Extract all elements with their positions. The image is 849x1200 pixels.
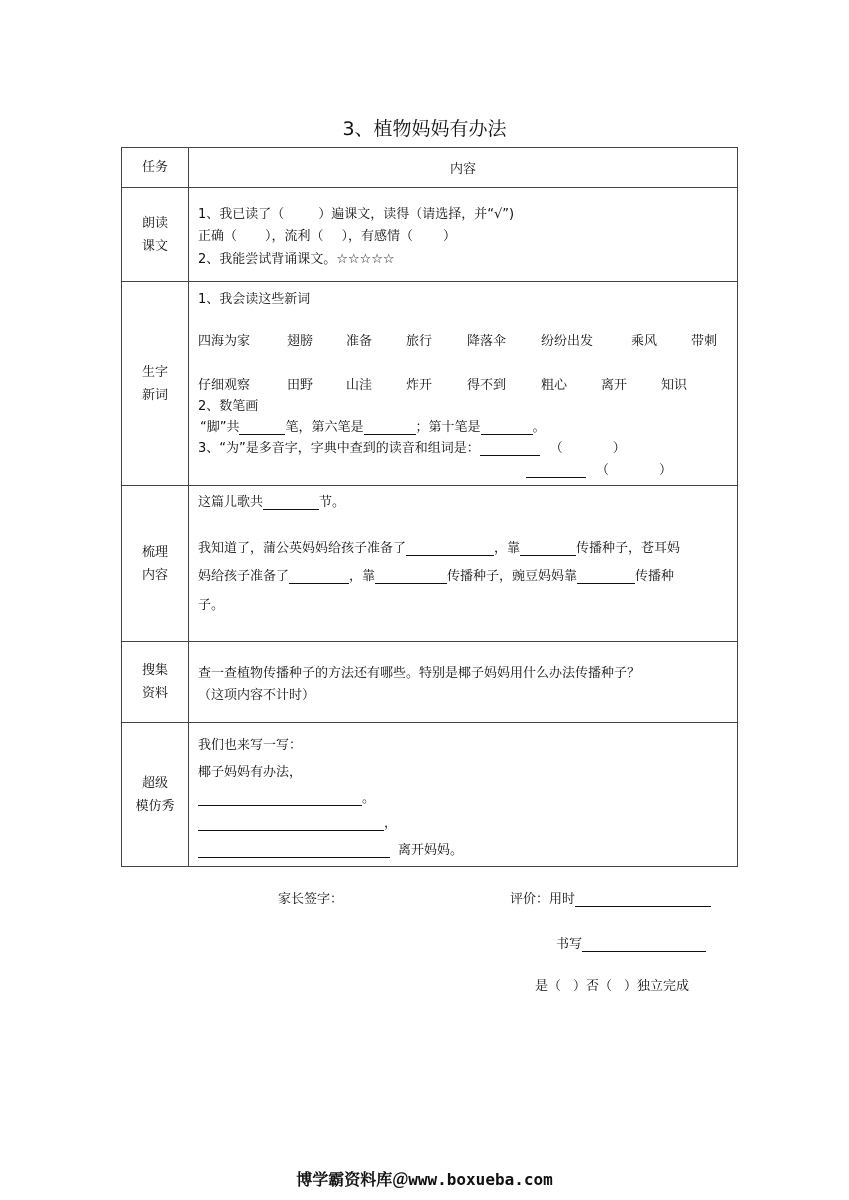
summary-line2: [198, 537, 680, 556]
stroke-count-blank[interactable]: [239, 420, 285, 435]
summary-line2-a: 我知道了，蒲公英妈妈给孩子准备了: [198, 541, 407, 556]
reading-line2: [198, 225, 456, 244]
reading-line2-c: ），有感情（: [341, 229, 414, 244]
vocab-word: 带刺: [691, 334, 718, 349]
imitate-end2: ，: [384, 816, 398, 831]
table-header-row: [122, 148, 738, 188]
summary-line1: [198, 491, 345, 510]
header-task: 任务: [122, 148, 189, 188]
reading-line3: 2、我能尝试背诵课文。☆☆☆☆☆: [198, 252, 395, 267]
research-line1: 查一查植物传播种子的方法还有哪些。特别是椰子妈妈用什么办法传播种子？: [198, 666, 641, 681]
vocab-word: 旅行: [406, 334, 433, 349]
paren-close: ）: [659, 463, 673, 478]
sixth-stroke-blank[interactable]: [364, 420, 416, 435]
watermark: 博学霸资料库＠www.boxueba.com: [296, 1170, 553, 1189]
paren-open: （: [596, 463, 610, 478]
write-blank-3[interactable]: [198, 843, 390, 858]
imitate-end1: 。: [362, 791, 376, 806]
write-blank-2[interactable]: [198, 816, 384, 831]
imitate-line5: [198, 839, 463, 858]
vocab-word: 山洼: [346, 378, 373, 393]
task-research-line2: 资料: [141, 686, 168, 701]
row-summary: [122, 486, 738, 642]
task-summary-line1: 梳理: [141, 544, 168, 560]
vocab-word: 纷纷出发: [541, 334, 594, 349]
tenth-stroke-blank[interactable]: [481, 420, 533, 435]
task-imitate-line1: 超级: [141, 775, 168, 791]
independent-completion: [535, 975, 689, 994]
pronunciation-blank-2[interactable]: [526, 463, 586, 478]
stanza-count-blank[interactable]: [263, 495, 319, 510]
strokes-heading: 2、数笔画: [198, 399, 259, 414]
pea-method-blank[interactable]: [577, 569, 635, 584]
row-vocab: [122, 282, 738, 486]
content-vocab: [189, 282, 738, 486]
vocab-word: 田野: [287, 378, 314, 393]
write-blank-1[interactable]: [198, 791, 362, 806]
summary-line3-b: ，靠: [349, 569, 376, 584]
vocab-word: 知识: [661, 378, 688, 393]
content-summary: [189, 486, 738, 642]
summary-line3: [198, 565, 674, 584]
vocab-word: 乘风: [631, 334, 658, 349]
no-label: ）否（: [573, 979, 613, 994]
summary-line2-c: 传播种子，苍耳妈: [576, 541, 681, 556]
page-title: 3、植物妈妈有办法: [342, 118, 507, 140]
task-vocab-line2: 新词: [141, 387, 168, 403]
imitate-line3: [198, 787, 375, 806]
imitate-line2: 椰子妈妈有办法，: [198, 765, 303, 780]
summary-line4: 子。: [198, 598, 225, 613]
summary-line3-c: 传播种子，豌豆妈妈靠: [447, 569, 578, 584]
task-summary: [122, 486, 189, 642]
header-content: 内容: [189, 148, 738, 188]
row-research: [122, 642, 738, 723]
reading-line2-b: ），流利（: [265, 229, 324, 244]
vocab-word: 降落伞: [467, 334, 507, 349]
research-line2: （这项内容不计时）: [198, 688, 316, 703]
writing-label: 书写: [556, 937, 583, 952]
content-reading: [189, 188, 738, 282]
cocklebur-method-blank[interactable]: [375, 569, 447, 584]
vocab-word: 得不到: [467, 378, 507, 393]
strokes-a: “脚”共: [200, 420, 240, 435]
task-imitate: [122, 723, 189, 867]
vocab-word: 粗心: [541, 378, 568, 393]
imitate-end3: 离开妈妈。: [398, 843, 464, 858]
task-vocab: [122, 282, 189, 486]
dandelion-prep-blank[interactable]: [406, 541, 494, 556]
content-research: [189, 642, 738, 723]
task-reading: [122, 188, 189, 282]
strokes-c: ；第十笔是: [415, 420, 481, 435]
summary-line1-b: 节。: [319, 495, 346, 510]
vocab-heading: 1、我会读这些新词: [198, 292, 311, 307]
strokes-d: 。: [532, 420, 546, 435]
task-reading-line2: 课文: [141, 238, 168, 254]
imitate-line1: 我们也来写一写：: [198, 738, 303, 753]
summary-line3-d: 传播种: [635, 569, 675, 584]
yes-label: 是（: [535, 979, 562, 994]
task-research: [122, 642, 189, 723]
paren-open: （: [549, 441, 563, 456]
strokes-line: [200, 416, 546, 435]
reading-line1-a: 1、我已读了（: [198, 207, 285, 222]
vocab-word: 四海为家: [198, 334, 251, 349]
parent-signature-label: 家长签字：: [278, 892, 344, 907]
writing-blank[interactable]: [582, 937, 706, 952]
task-imitate-line2: 模仿秀: [135, 798, 175, 814]
imitate-line4: [198, 812, 397, 831]
pronunciation-blank-1[interactable]: [480, 441, 540, 456]
independent-label: ）独立完成: [624, 979, 690, 994]
vocab-word: 仔细观察: [198, 378, 251, 393]
polyphone-line2: [526, 459, 672, 478]
paren-close: ）: [612, 441, 626, 456]
row-reading: [122, 188, 738, 282]
strokes-b: 笔，第六笔是: [285, 420, 364, 435]
reading-line1-b: ）遍课文，读得（请选择，并“√”): [318, 207, 515, 222]
task-vocab-line1: 生字: [141, 364, 168, 380]
vocab-word: 炸开: [406, 378, 433, 393]
task-reading-line1: 朗读: [141, 215, 168, 231]
reading-line1: [198, 203, 514, 222]
task-summary-line2: 内容: [141, 567, 168, 583]
row-imitate: [122, 723, 738, 867]
vocab-word: 翅膀: [287, 334, 314, 349]
summary-line3-a: 妈给孩子准备了: [198, 569, 290, 584]
evaluation-time: [510, 888, 711, 907]
dandelion-method-blank[interactable]: [520, 541, 576, 556]
time-blank[interactable]: [575, 892, 711, 907]
vocab-word: 离开: [601, 378, 628, 393]
content-imitate: [189, 723, 738, 867]
vocab-word: 准备: [346, 334, 373, 349]
reading-line2-a: 正确（: [198, 229, 238, 244]
polyphone-line1: [198, 437, 626, 456]
cocklebur-prep-blank[interactable]: [289, 569, 349, 584]
worksheet-table: [121, 147, 738, 867]
reading-line2-d: ）: [443, 229, 457, 244]
summary-line1-a: 这篇儿歌共: [198, 495, 264, 510]
evaluation-time-label: 评价：用时: [510, 892, 576, 907]
task-research-line1: 搜集: [141, 663, 168, 678]
evaluation-writing: [556, 933, 706, 952]
polyphone-text: 3、“为”是多音字，字典中查到的读音和组词是：: [198, 441, 480, 456]
summary-line2-b: ，靠: [494, 541, 521, 556]
